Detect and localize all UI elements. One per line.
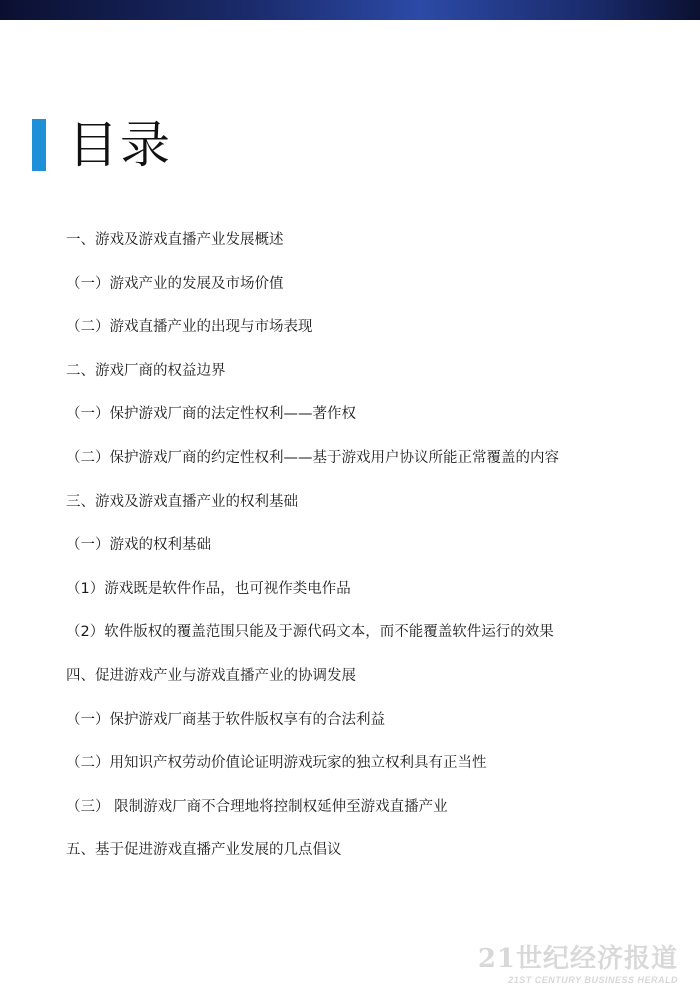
page-title: 目录 [68, 116, 172, 174]
top-header-band [0, 0, 700, 20]
toc-item-1-1: （一）游戏产业的发展及市场价值 [66, 275, 284, 292]
table-of-contents [66, 230, 666, 884]
toc-item-3-1-2: （2）软件版权的覆盖范围只能及于源代码文本，而不能覆盖软件运行的效果 [66, 624, 554, 641]
toc-item-4-3: （三） 限制游戏厂商不合理地将控制权延伸至游戏直播产业 [66, 798, 448, 815]
watermark-sub-text: 21ST CENTURY BUSINESS HERALD [508, 975, 678, 985]
toc-item-4-1: （一）保护游戏厂商基于软件版权享有的合法利益 [66, 711, 385, 728]
page-title-block [32, 115, 172, 175]
title-accent-bar [32, 119, 46, 171]
toc-item-3-1-1: （1）游戏既是软件作品，也可视作类电作品 [66, 580, 351, 597]
publisher-watermark [478, 944, 678, 986]
toc-item-4-2: （二）用知识产权劳动价值论证明游戏玩家的独立权利具有正当性 [66, 755, 487, 772]
toc-item-5: 五、基于促进游戏直播产业发展的几点倡议 [66, 842, 342, 859]
toc-item-1: 一、游戏及游戏直播产业发展概述 [66, 232, 284, 248]
toc-item-2: 二、游戏厂商的权益边界 [66, 362, 226, 379]
toc-item-3: 三、游戏及游戏直播产业的权利基础 [66, 493, 298, 510]
watermark-main-text: 21世纪经济报道 [477, 944, 678, 974]
toc-item-2-2: （二）保护游戏厂商的约定性权利——基于游戏用户协议所能正常覆盖的内容 [66, 449, 559, 466]
toc-item-1-2: （二）游戏直播产业的出现与市场表现 [66, 319, 313, 336]
toc-item-3-1: （一）游戏的权利基础 [66, 537, 211, 554]
toc-item-4: 四、促进游戏产业与游戏直播产业的协调发展 [66, 667, 356, 684]
toc-item-2-1: （一）保护游戏厂商的法定性权利——著作权 [66, 406, 356, 423]
